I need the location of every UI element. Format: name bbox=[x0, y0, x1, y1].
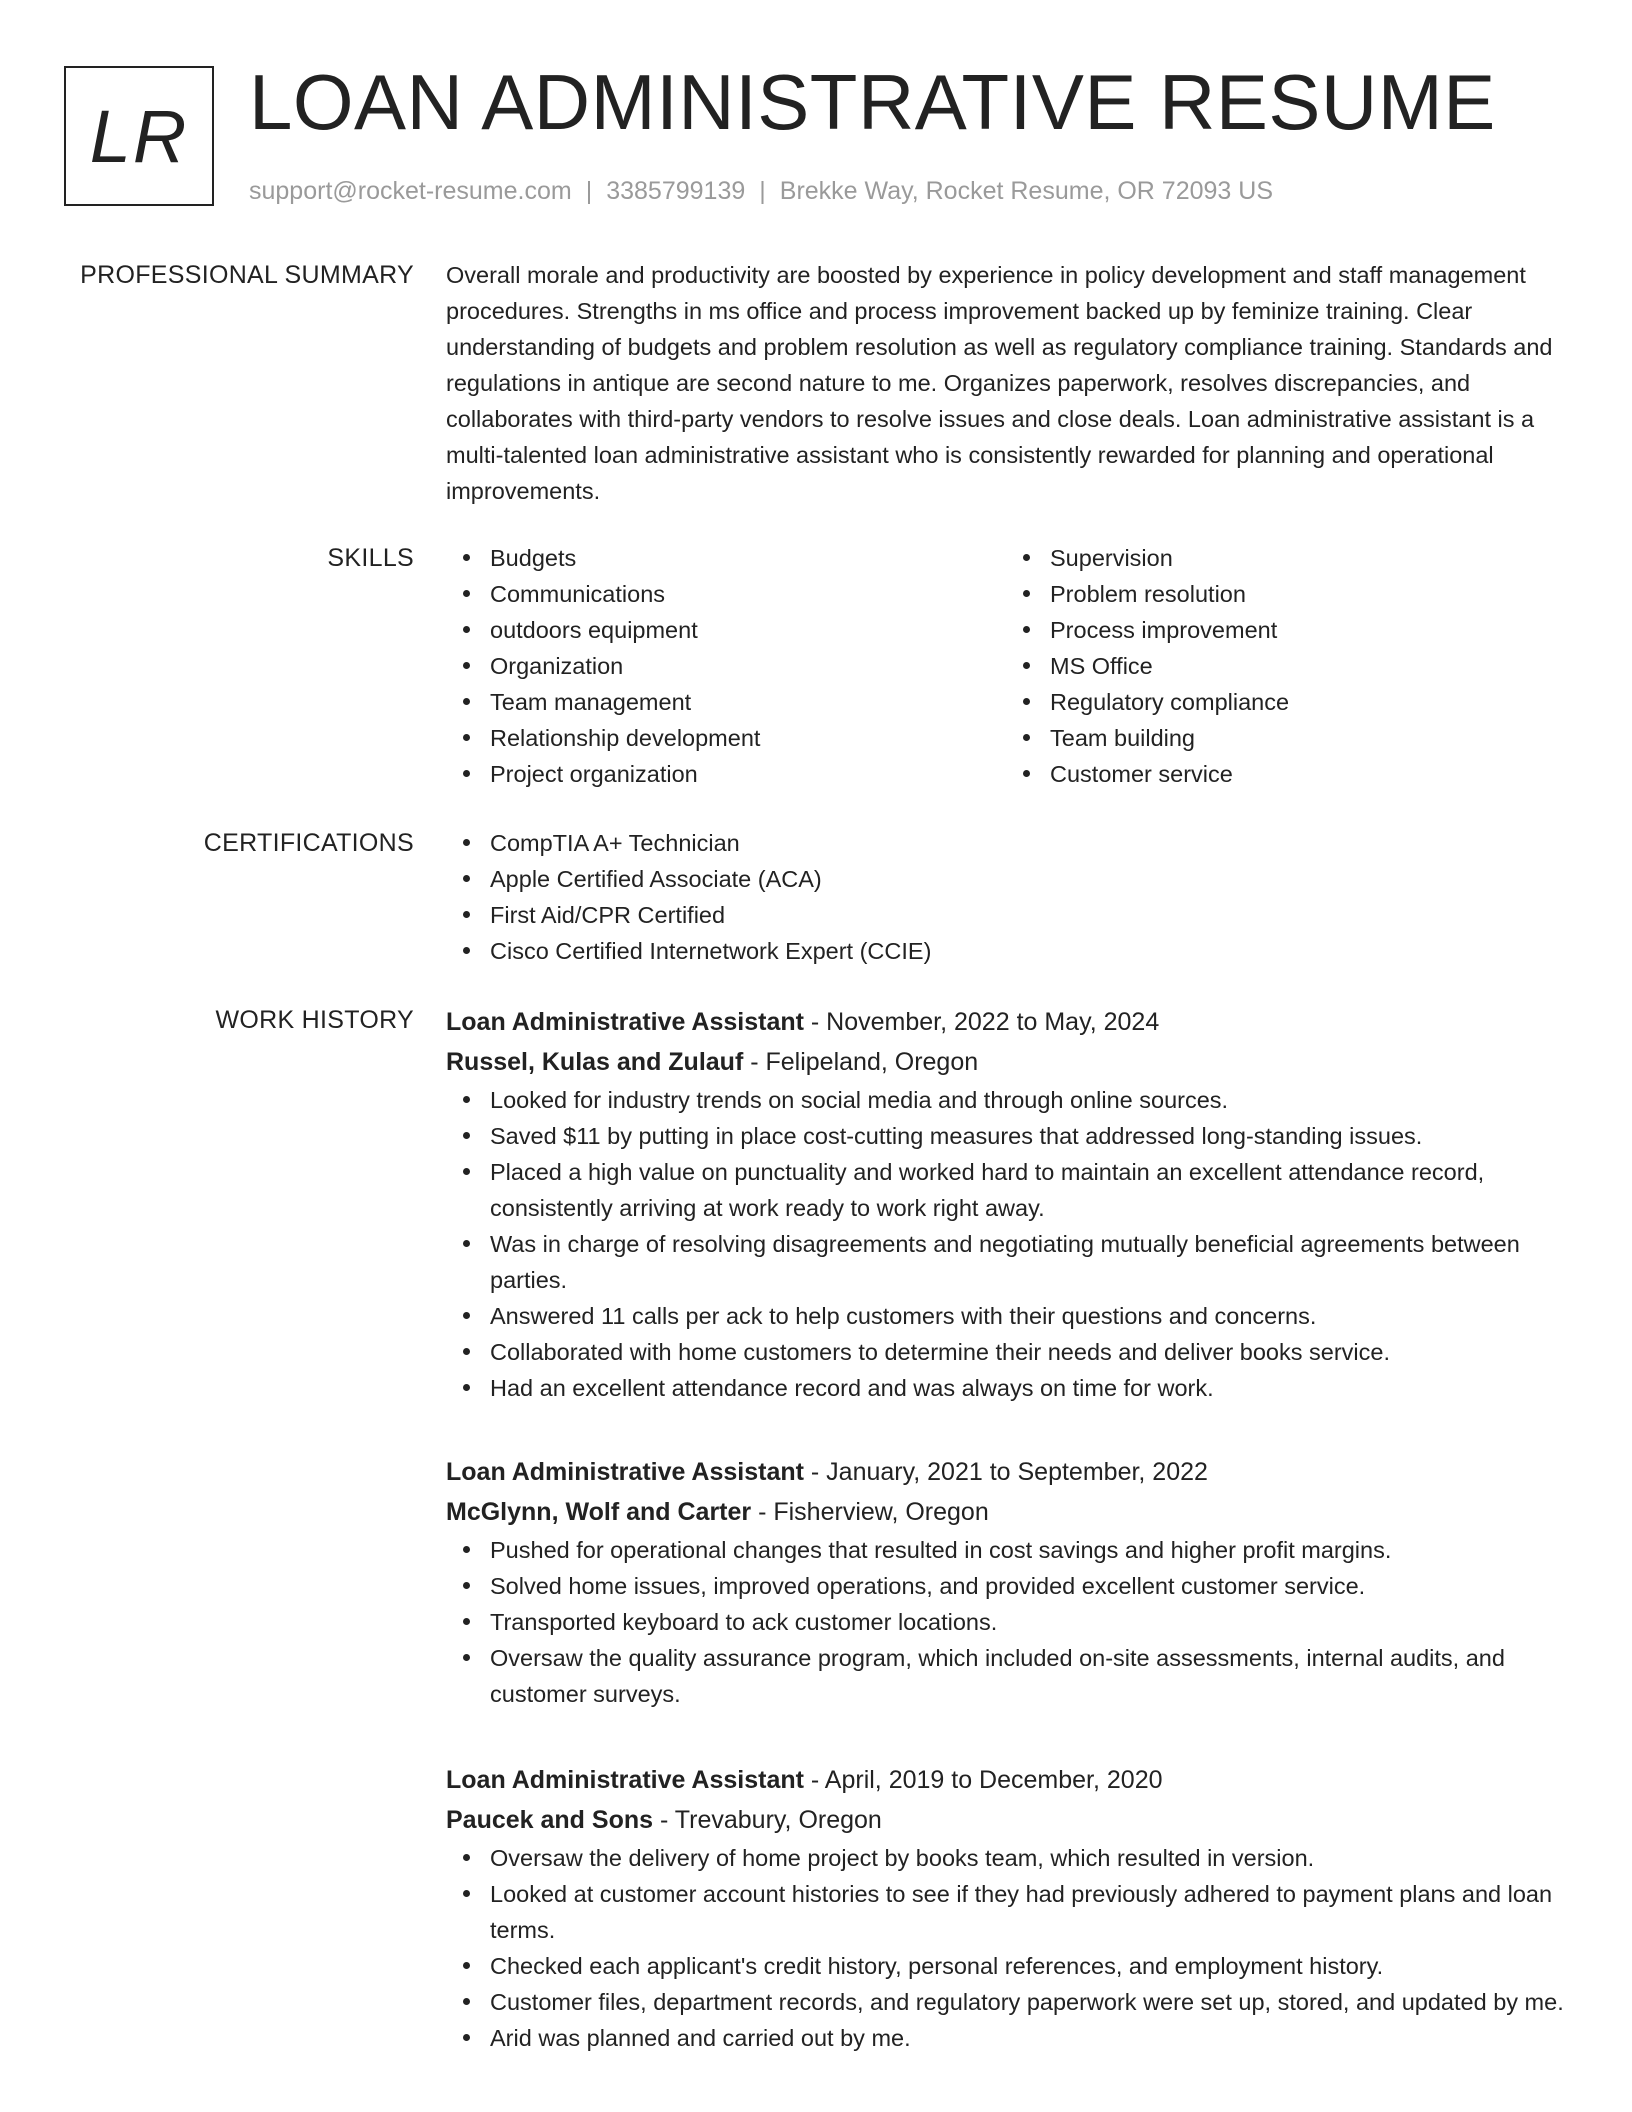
job-entry bbox=[446, 1760, 1566, 2056]
job-title: Loan Administrative Assistant bbox=[446, 1766, 804, 1794]
contact-line bbox=[249, 174, 1273, 208]
skill-item: Team building bbox=[1050, 720, 1566, 756]
job-entry bbox=[446, 1452, 1566, 1712]
job-title-line bbox=[446, 1760, 1566, 1800]
monogram-logo: LR bbox=[64, 66, 214, 206]
job-location: - Trevabury, Oregon bbox=[653, 1806, 882, 1834]
summary-text: Overall morale and productivity are boosted by experience in policy development and staff management procedures. Strengths in ms office and process improvement backed up by feminize training. Clear understanding of budgets and problem resolution as well as regulatory compliance training. Standards and regulations in antique are second nature to me. Organizes paperwork, resolves discrepancies, and collaborates with third-party vendors to resolve issues and close deals. Loan administrative assistant is a multi-talented loan administrative assistant who is consistently rewarded for planning and operational improvements. bbox=[446, 262, 1553, 504]
job-bullet: Collaborated with home customers to determine their needs and deliver books service. bbox=[490, 1334, 1566, 1370]
skill-item: Customer service bbox=[1050, 756, 1566, 792]
certifications-label: CERTIFICATIONS bbox=[203, 829, 414, 857]
job-company: Paucek and Sons bbox=[446, 1806, 654, 1834]
job-bullet: Had an excellent attendance record and was always on time for work. bbox=[490, 1370, 1566, 1406]
job-bullet: Solved home issues, improved operations, and provided excellent customer service. bbox=[490, 1568, 1566, 1604]
skill-item: Budgets bbox=[490, 540, 1006, 576]
summary-label: PROFESSIONAL SUMMARY bbox=[80, 261, 414, 289]
job-bullet: Looked at customer account histories to see if they had previously adhered to payment plans and loan terms. bbox=[490, 1876, 1566, 1948]
skills-list-left bbox=[446, 540, 1006, 792]
job-dates: - January, 2021 to September, 2022 bbox=[803, 1458, 1208, 1486]
skill-item: Communications bbox=[490, 576, 1006, 612]
job-company: Russel, Kulas and Zulauf bbox=[446, 1048, 744, 1076]
skill-item: Team management bbox=[490, 684, 1006, 720]
job-bullet: Saved $11 by putting in place cost-cutting measures that addressed long-standing issues. bbox=[490, 1118, 1566, 1154]
job-bullet: Was in charge of resolving disagreements and negotiating mutually beneficial agreements between parties. bbox=[490, 1226, 1566, 1298]
certification-item: Apple Certified Associate (ACA) bbox=[490, 861, 1566, 897]
job-bullet: Answered 11 calls per ack to help customers with their questions and concerns. bbox=[490, 1298, 1566, 1334]
contact-address: Brekke Way, Rocket Resume, OR 72093 US bbox=[779, 177, 1274, 205]
skill-item: Process improvement bbox=[1050, 612, 1566, 648]
certifications-body bbox=[446, 825, 1566, 969]
contact-email: support@rocket-resume.com bbox=[249, 177, 572, 205]
contact-separator: | bbox=[759, 177, 766, 205]
skill-item: Regulatory compliance bbox=[1050, 684, 1566, 720]
certifications-list bbox=[446, 825, 1566, 969]
job-bullet: Transported keyboard to ack customer locations. bbox=[490, 1604, 1566, 1640]
certification-item: Cisco Certified Internetwork Expert (CCIE) bbox=[490, 933, 1566, 969]
job-dates: - November, 2022 to May, 2024 bbox=[803, 1008, 1160, 1036]
job-company: McGlynn, Wolf and Carter bbox=[446, 1498, 752, 1526]
job-location: - Fisherview, Oregon bbox=[751, 1498, 989, 1526]
job-bullet: Checked each applicant's credit history, personal references, and employment history. bbox=[490, 1948, 1566, 1984]
job-location: - Felipeland, Oregon bbox=[743, 1048, 979, 1076]
contact-phone: 3385799139 bbox=[606, 177, 746, 205]
job-bullet: Oversaw the quality assurance program, which included on-site assessments, internal audits, and customer surveys. bbox=[490, 1640, 1566, 1712]
skill-item: Supervision bbox=[1050, 540, 1566, 576]
job-bullets bbox=[446, 1840, 1566, 2056]
job-company-line bbox=[446, 1042, 1566, 1082]
skill-item: Organization bbox=[490, 648, 1006, 684]
job-bullets bbox=[446, 1082, 1566, 1406]
job-bullet: Customer files, department records, and regulatory paperwork were set up, stored, and updated by me. bbox=[490, 1984, 1566, 2020]
skill-item: outdoors equipment bbox=[490, 612, 1006, 648]
skills-list-right bbox=[1006, 540, 1566, 792]
certification-item: CompTIA A+ Technician bbox=[490, 825, 1566, 861]
job-title-line bbox=[446, 1002, 1566, 1042]
contact-separator: | bbox=[585, 177, 593, 205]
skills-body bbox=[446, 540, 1566, 792]
certification-item: First Aid/CPR Certified bbox=[490, 897, 1566, 933]
skill-item: Relationship development bbox=[490, 720, 1006, 756]
work-history-label: WORK HISTORY bbox=[215, 1006, 414, 1034]
job-title-line bbox=[446, 1452, 1566, 1492]
summary-body bbox=[446, 257, 1566, 509]
job-company-line bbox=[446, 1492, 1566, 1532]
job-bullet: Looked for industry trends on social media and through online sources. bbox=[490, 1082, 1566, 1118]
job-company-line bbox=[446, 1800, 1566, 1840]
job-title: Loan Administrative Assistant bbox=[446, 1008, 804, 1036]
job-bullets bbox=[446, 1532, 1566, 1712]
job-bullet: Oversaw the delivery of home project by books team, which resulted in version. bbox=[490, 1840, 1566, 1876]
skill-item: Problem resolution bbox=[1050, 576, 1566, 612]
job-bullet: Placed a high value on punctuality and worked hard to maintain an excellent attendance record, consistently arriving at work ready to work right away. bbox=[490, 1154, 1566, 1226]
job-title: Loan Administrative Assistant bbox=[446, 1458, 804, 1486]
job-entry bbox=[446, 1002, 1566, 1406]
skill-item: MS Office bbox=[1050, 648, 1566, 684]
resume-title: LOAN ADMINISTRATIVE RESUME bbox=[249, 58, 1496, 146]
job-dates: - April, 2019 to December, 2020 bbox=[803, 1766, 1163, 1794]
job-bullet: Pushed for operational changes that resulted in cost savings and higher profit margins. bbox=[490, 1532, 1566, 1568]
skills-label: SKILLS bbox=[327, 544, 414, 572]
job-bullet: Arid was planned and carried out by me. bbox=[490, 2020, 1566, 2056]
skill-item: Project organization bbox=[490, 756, 1006, 792]
